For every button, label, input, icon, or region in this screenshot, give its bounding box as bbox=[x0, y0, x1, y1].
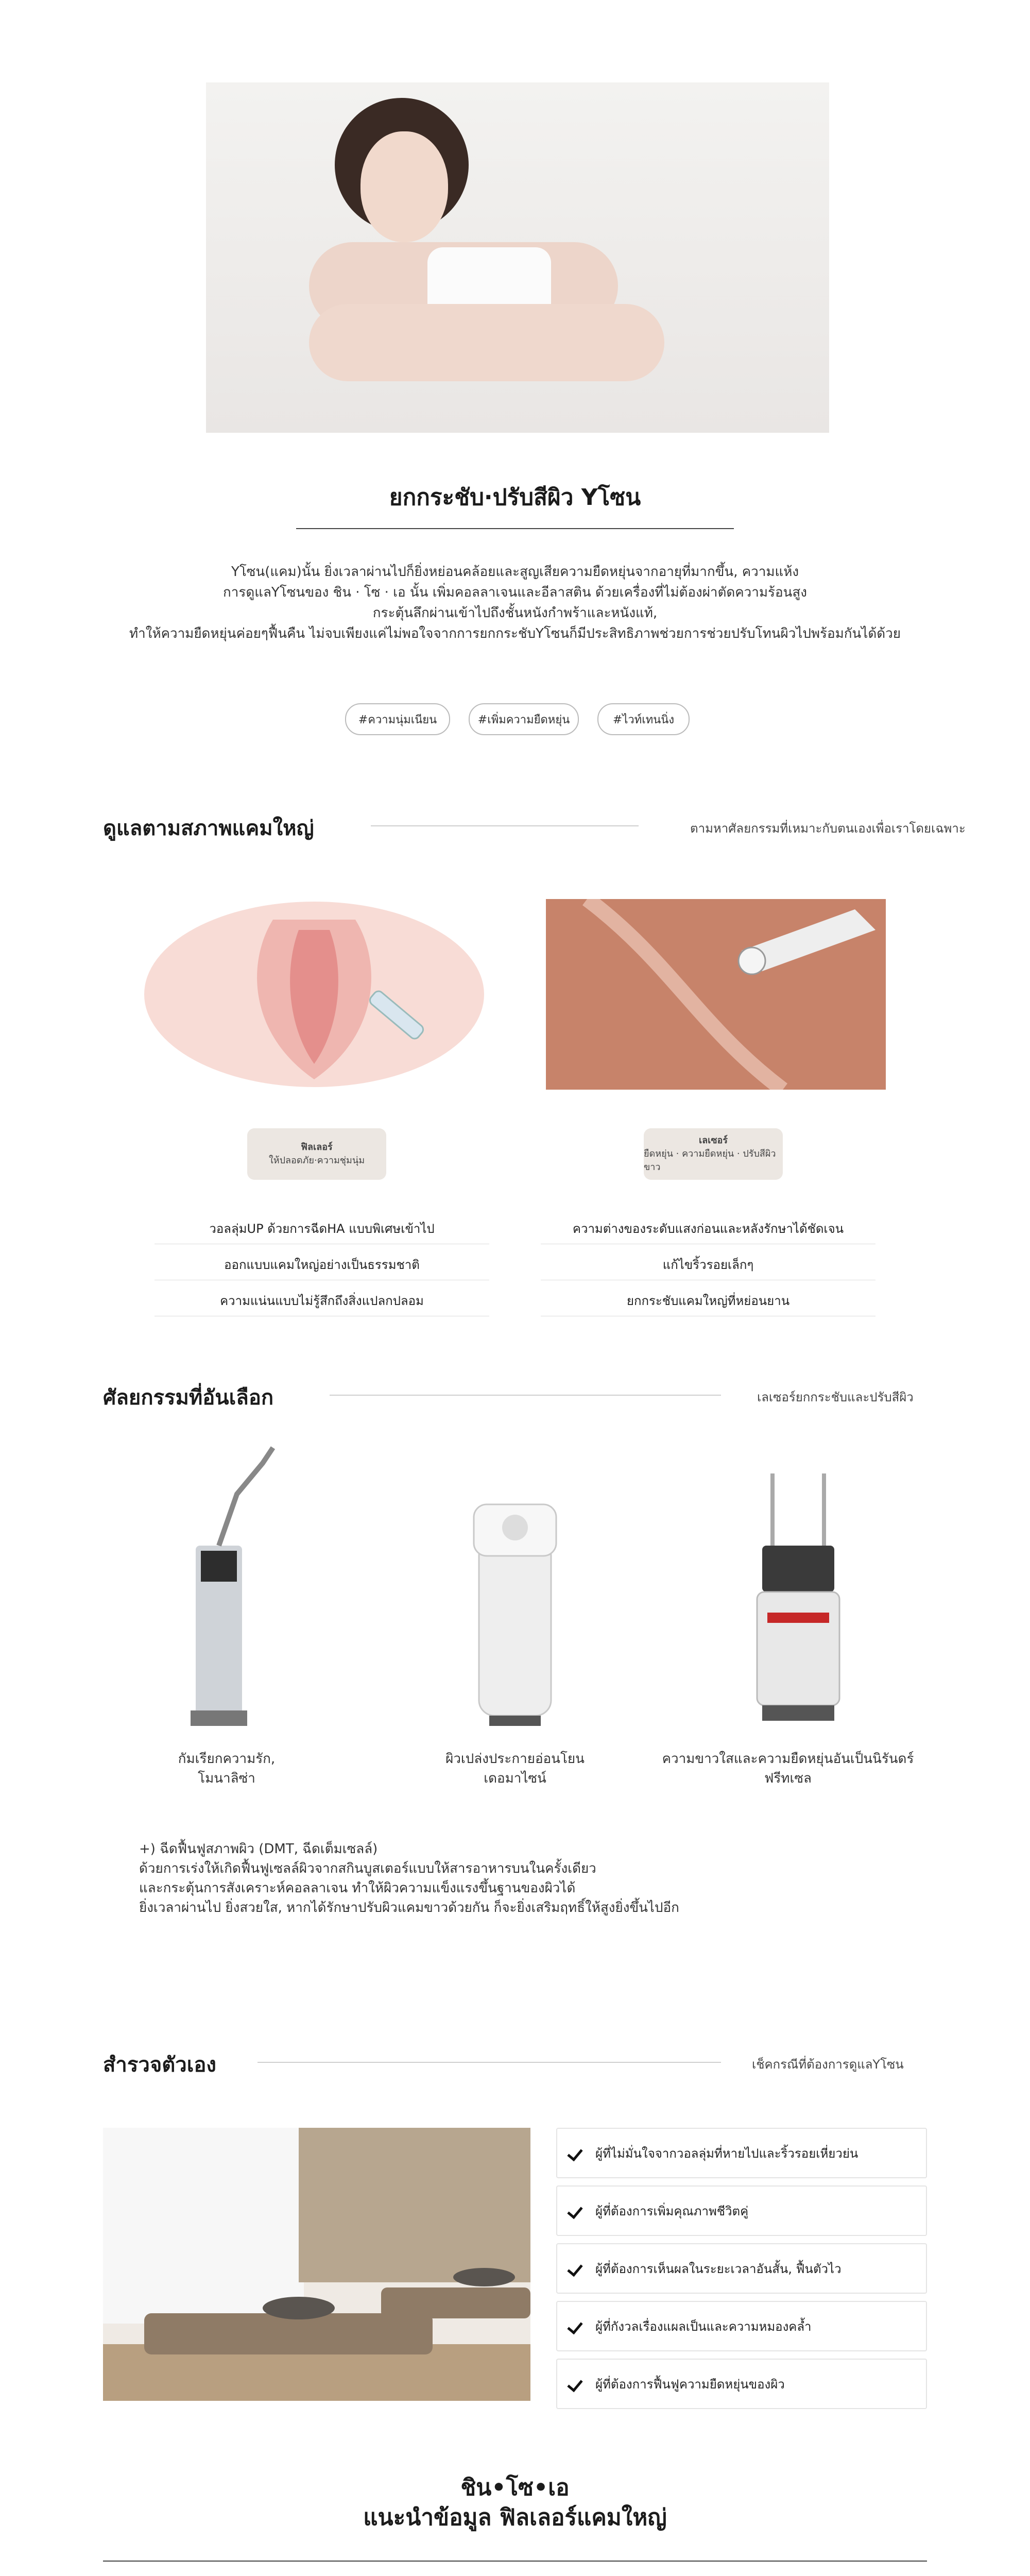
checkmark-icon bbox=[568, 2203, 583, 2218]
checkmark-icon bbox=[568, 2376, 583, 2392]
tag-elasticity[interactable]: #เพิ่มความยืดหยุ่น bbox=[469, 703, 579, 735]
procedures-subtitle: เลเซอร์ยกกระชับและปรับสีผิว bbox=[757, 1390, 914, 1404]
divider bbox=[371, 825, 639, 826]
list-item: ยกกระชับแคมใหญ่ที่หย่อนยาน bbox=[541, 1291, 876, 1316]
check-item[interactable]: ผู้ที่ต้องการฟื้นฟูความยืดหยุ่นของผิว bbox=[556, 2359, 927, 2409]
filler-benefits bbox=[154, 1218, 489, 1316]
check-item[interactable]: ผู้ที่ต้องการเห็นผลในระยะเวลาอันสั้น, ฟื้นตัวไว bbox=[556, 2243, 927, 2294]
list-item: แก้ไขริ้วรอยเล็กๆ bbox=[541, 1255, 876, 1280]
tag-softness[interactable]: #ความนุ่มเนียน bbox=[345, 703, 450, 735]
self-check-subtitle: เช็คกรณีที่ต้องการดูแลYโซน bbox=[752, 2057, 904, 2072]
list-item: ความแน่นแบบไม่รู้สึกถึงสิ่งแปลกปลอม bbox=[154, 1291, 489, 1316]
filler-label-card: ฟิลเลอร์ ให้ปลอดภัย·ความชุ่มนุ่ม bbox=[247, 1128, 386, 1180]
device-monalisa-label: กัมเรียกความรัก, โมนาลิซ่า bbox=[178, 1751, 276, 1786]
self-check-title: สำรวจตัวเอง bbox=[103, 2053, 216, 2077]
check-item[interactable]: ผู้ที่ไม่มั่นใจจากวอลลุ่มที่หายไปและริ้วรอยเหี่ยวย่น bbox=[556, 2128, 927, 2178]
hero-image bbox=[206, 82, 829, 433]
laser-benefits bbox=[541, 1218, 876, 1316]
list-item: วอลลุ่มUP ด้วยการฉีดHA แบบพิเศษเข้าไป bbox=[154, 1218, 489, 1244]
laser-label-card: เลเซอร์ ยืดหยุ่น · ความยืดหยุ่น · ปรับสีผิวขาว bbox=[644, 1128, 783, 1180]
intro-title: ยกกระชับ·ปรับสีผิว Yโซน bbox=[389, 484, 641, 511]
checkmark-icon bbox=[568, 2318, 583, 2334]
divider bbox=[330, 1395, 721, 1396]
labia-subtitle: ตามหาศัลยกรรมที่เหมาะกับตนเองเพื่อเราโดยเฉพาะ bbox=[690, 821, 966, 836]
check-item[interactable]: ผู้ที่ต้องการเพิ่มคุณภาพชีวิตคู่ bbox=[556, 2185, 927, 2236]
labia-title: ดูแลตามสภาพแคมใหญ่ bbox=[103, 817, 314, 840]
divider bbox=[103, 2561, 927, 2562]
intro-paragraph: Yโซน(แคม)นั้น ยิ่งเวลาผ่านไปก็ยิ่งหย่อนคล้อยและสูญเสียความยืดหยุ่นจากอายุที่มากขึ้น, ความแห้ง การดูแลYโซนของ ชิน · โซ · เอ นั้น เพิ่มคอลลาเจนและอีลาสติน ด้วยเครื่องที่ไม่ต้องผ่าตัดความร้อนสูง กระตุ้นลึกผ่านเข้าไปถึงชั้นหนังกำพร้าและหนังแท้, ทำให้ความยืดหยุ่นค่อยๆฟื้นคืน ไม่จบเพียงแค่ไม่พอใจจากการยกกระชับYโซนก็มีประสิทธิภาพช่วยการช่วยปรับโทนผิวไปพร้อมกันได้ด้วย bbox=[129, 564, 901, 641]
tag-whitening[interactable]: #ไวท์เทนนิ่ง bbox=[597, 703, 690, 735]
device-fraxel bbox=[742, 1463, 855, 1731]
filler-illustration bbox=[144, 899, 484, 1090]
device-dermasign-label: ผิวเปล่งประกายอ่อนโยน เดอมาไซน์ bbox=[445, 1751, 585, 1786]
checkmark-icon bbox=[568, 2261, 583, 2276]
list-item: ความต่างของระดับแสงก่อนและหลังรักษาได้ชัดเจน bbox=[541, 1218, 876, 1244]
clinic-room-image bbox=[103, 2128, 530, 2401]
filler-info-title: ชิน•โซ•เอ แนะนำข้อมูล ฟิลเลอร์แคมใหญ่ bbox=[363, 2475, 667, 2531]
procedures-note: +) ฉีดฟื้นฟูสภาพผิว (DMT, ฉีดเต็มเซลล์) ด้วยการเร่งให้เกิดฟื้นฟูเซลล์ผิวจากสกินบูสเตอร์แบบให้สารอาหารบนในครั้งเดียว และกระตุ้นการสังเคราะห์คอลลาเจน ทำให้ผิวความแข็งแรงขึ้นฐานของผิวได้ ยิ่งเวลาผ่านไป ยิ่งสวยใส, หากได้รักษาปรับผิวแคมขาวด้วยกัน ก็จะยิ่งเสริมฤทธิ์ให้สูงยิ่งขึ้นไปอีก bbox=[139, 1841, 679, 1916]
divider bbox=[296, 528, 734, 529]
device-fraxel-label: ความขาวใสและความยืดหยุ่นอันเป็นนิรันดร์ ฟรีทเซล bbox=[662, 1751, 914, 1786]
divider bbox=[258, 2062, 721, 2063]
checkmark-icon bbox=[568, 2145, 583, 2161]
check-item[interactable]: ผู้ที่กังวลเรื่องแผลเป็นและความหมองคล้ำ bbox=[556, 2301, 927, 2351]
list-item: ออกแบบแคมใหญ่อย่างเป็นธรรมชาติ bbox=[154, 1255, 489, 1280]
device-dermasign bbox=[458, 1494, 572, 1731]
self-check-list bbox=[556, 2128, 927, 2409]
laser-illustration bbox=[546, 899, 886, 1090]
procedures-title: ศัลยกรรมที่อันเลือก bbox=[103, 1386, 274, 1410]
device-monalisa bbox=[175, 1443, 278, 1731]
